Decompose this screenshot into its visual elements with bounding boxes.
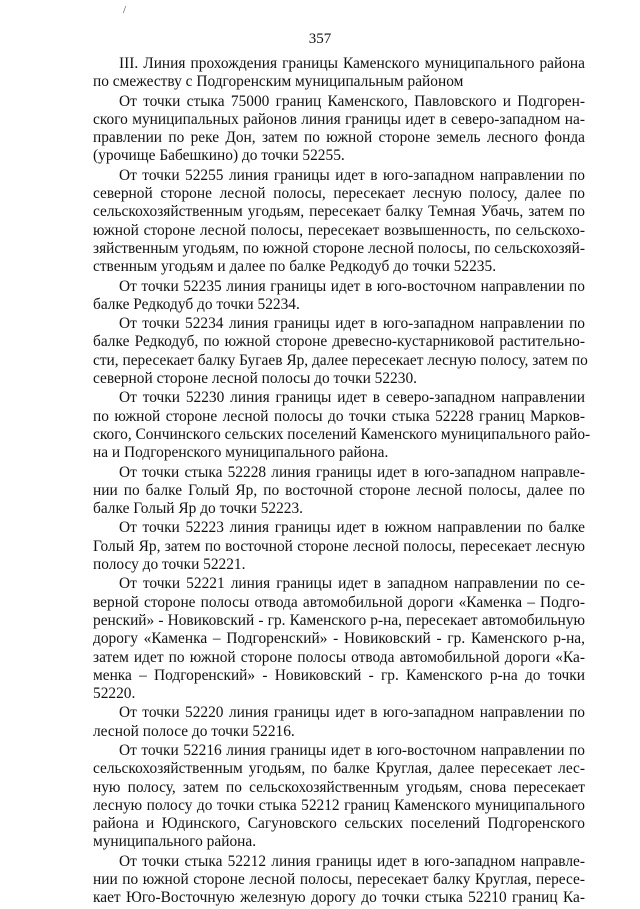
text-line: менка – Подгоренский» - Новиковский - гр. Каменского р-на до точки (93, 666, 585, 684)
text-line: От точки стыка 52212 линия границы идет в юго-западном направле- (119, 852, 585, 870)
text-line: верной стороне полосы отвода автомобильной дороги «Каменка – Подго- (93, 593, 585, 611)
text-line: (урочище Бабешкино) до точки 52255. (93, 147, 345, 165)
document-body (93, 55, 591, 909)
text-line: сельскохозяйственным угодьям, по балке Круглая, далее пересекает лес- (93, 760, 585, 778)
text-line: Голый Яр, затем по восточной стороне лесной полосы, пересекает лесную (93, 537, 585, 555)
text-line: балке Голый Яр до точки 52223. (93, 500, 304, 518)
text-line: на и Подгоренского муниципального района. (93, 444, 389, 462)
text-line: сти, пересекает балку Бугаев Яр, далее пересекает лесную полосу, затем по (93, 351, 588, 369)
paragraph (93, 167, 585, 277)
text-line: кает Юго-Восточную железную дорогу до точки стыка 52210 границ Ка- (93, 889, 585, 907)
text-line: ского, Сончинского сельских поселений Каменского муниципального райо- (93, 425, 591, 443)
paragraph (93, 742, 585, 852)
text-line: ную полосу, затем по сельскохозяйственным угодьям, снова пересекает (93, 778, 585, 796)
text-line: III. Линия прохождения границы Каменского муниципального района (119, 55, 585, 72)
text-line: ренский» - Новиковский - гр. Каменского р-на, пересекает автомобильную (93, 611, 585, 629)
paragraph (93, 519, 585, 574)
text-line: северной стороне лесной полосы до точки 52230. (93, 370, 417, 388)
text-line: балке Редкодуб до точки 52234. (93, 295, 300, 313)
paragraph (93, 93, 585, 166)
paragraph (93, 389, 591, 462)
text-line: От точки 52235 линия границы идет в юго-восточном направлении по (119, 277, 585, 295)
paragraph (93, 278, 585, 315)
paragraph (93, 704, 585, 741)
page-number: 357 (308, 31, 332, 47)
text-line: правлении по реке Дон, затем по южной стороне земель лесного фонда (93, 129, 585, 147)
text-line: нии по балке Голый Яр, по восточной стороне лесной полосы, далее по (93, 481, 585, 499)
text-line: От точки 52223 линия границы идет в южном направлении по балке (119, 519, 585, 537)
text-line: балке Редкодуб, по южной стороне древесно-кустарниковой растительно- (93, 333, 585, 351)
text-line: От точки 52255 линия границы идет в юго-западном направлении по (119, 166, 585, 184)
paragraph (93, 464, 585, 519)
text-line: От точки стыка 52228 линия границы идет в юго-западном направле- (119, 463, 585, 481)
text-line: затем идет по южной стороне полосы отвода автомобильной дороги «Ка- (93, 648, 585, 666)
text-line: От точки 52220 линия границы идет в юго-западном направлении по (119, 704, 585, 722)
text-line: ского муниципальных районов линия границы идет в северо-западном на- (93, 110, 585, 128)
text-line: по смежеству с Подгоренским муниципальным районом (93, 73, 464, 91)
paragraph (93, 853, 585, 908)
text-line: нии по южной стороне лесной полосы, пересекает балку Круглая, пересе- (93, 871, 585, 889)
paragraph (93, 575, 585, 703)
text-line: по южной стороне лесной полосы до точки стыка 52228 границ Марков- (93, 407, 585, 425)
text-line: дорогу «Каменка – Подгоренский» - Новиковский - гр. Каменского р-на, (93, 630, 585, 648)
text-line: От точки 52230 линия границы идет в северо-западном направлении (119, 389, 585, 407)
text-line: От точки 52234 линия границы идет в юго-западном направлении по (119, 315, 585, 333)
text-line: зяйственным угодьям, по южной стороне лесной полосы, по сельскохозяй- (93, 239, 585, 257)
text-line: От точки 52221 линия границы идет в западном направлении по се- (119, 575, 585, 593)
stray-mark: / (123, 4, 127, 16)
text-line: муниципального района. (93, 833, 257, 851)
text-line: северной стороне лесной полосы, пересекает лесную полосу, далее по (93, 185, 585, 203)
text-line: 52220. (93, 685, 136, 703)
paragraph (93, 55, 585, 92)
text-line: ственным угодьям и далее по балке Редкодуб до точки 52235. (93, 258, 497, 276)
text-line: южной стороне лесной полосы, пересекает возвышенность, по сельскохо- (93, 221, 585, 239)
paragraph (93, 315, 588, 388)
text-line: лесной полосе до точки 52216. (93, 722, 295, 740)
text-line: района и Юдинского, Сагуновского сельских поселений Подгоренского (93, 815, 585, 833)
text-line: сельскохозяйственным угодьям, пересекает балку Темная Убачь, затем по (93, 203, 585, 221)
text-line: лесную полосу до точки стыка 52212 границ Каменского муниципального (93, 796, 585, 814)
text-line: От точки стыка 75000 границ Каменского, Павловского и Подгорен- (119, 92, 585, 110)
text-line: полосу до точки 52221. (93, 556, 246, 574)
text-line: От точки 52216 линия границы идет в юго-восточном направлении по (119, 741, 585, 759)
